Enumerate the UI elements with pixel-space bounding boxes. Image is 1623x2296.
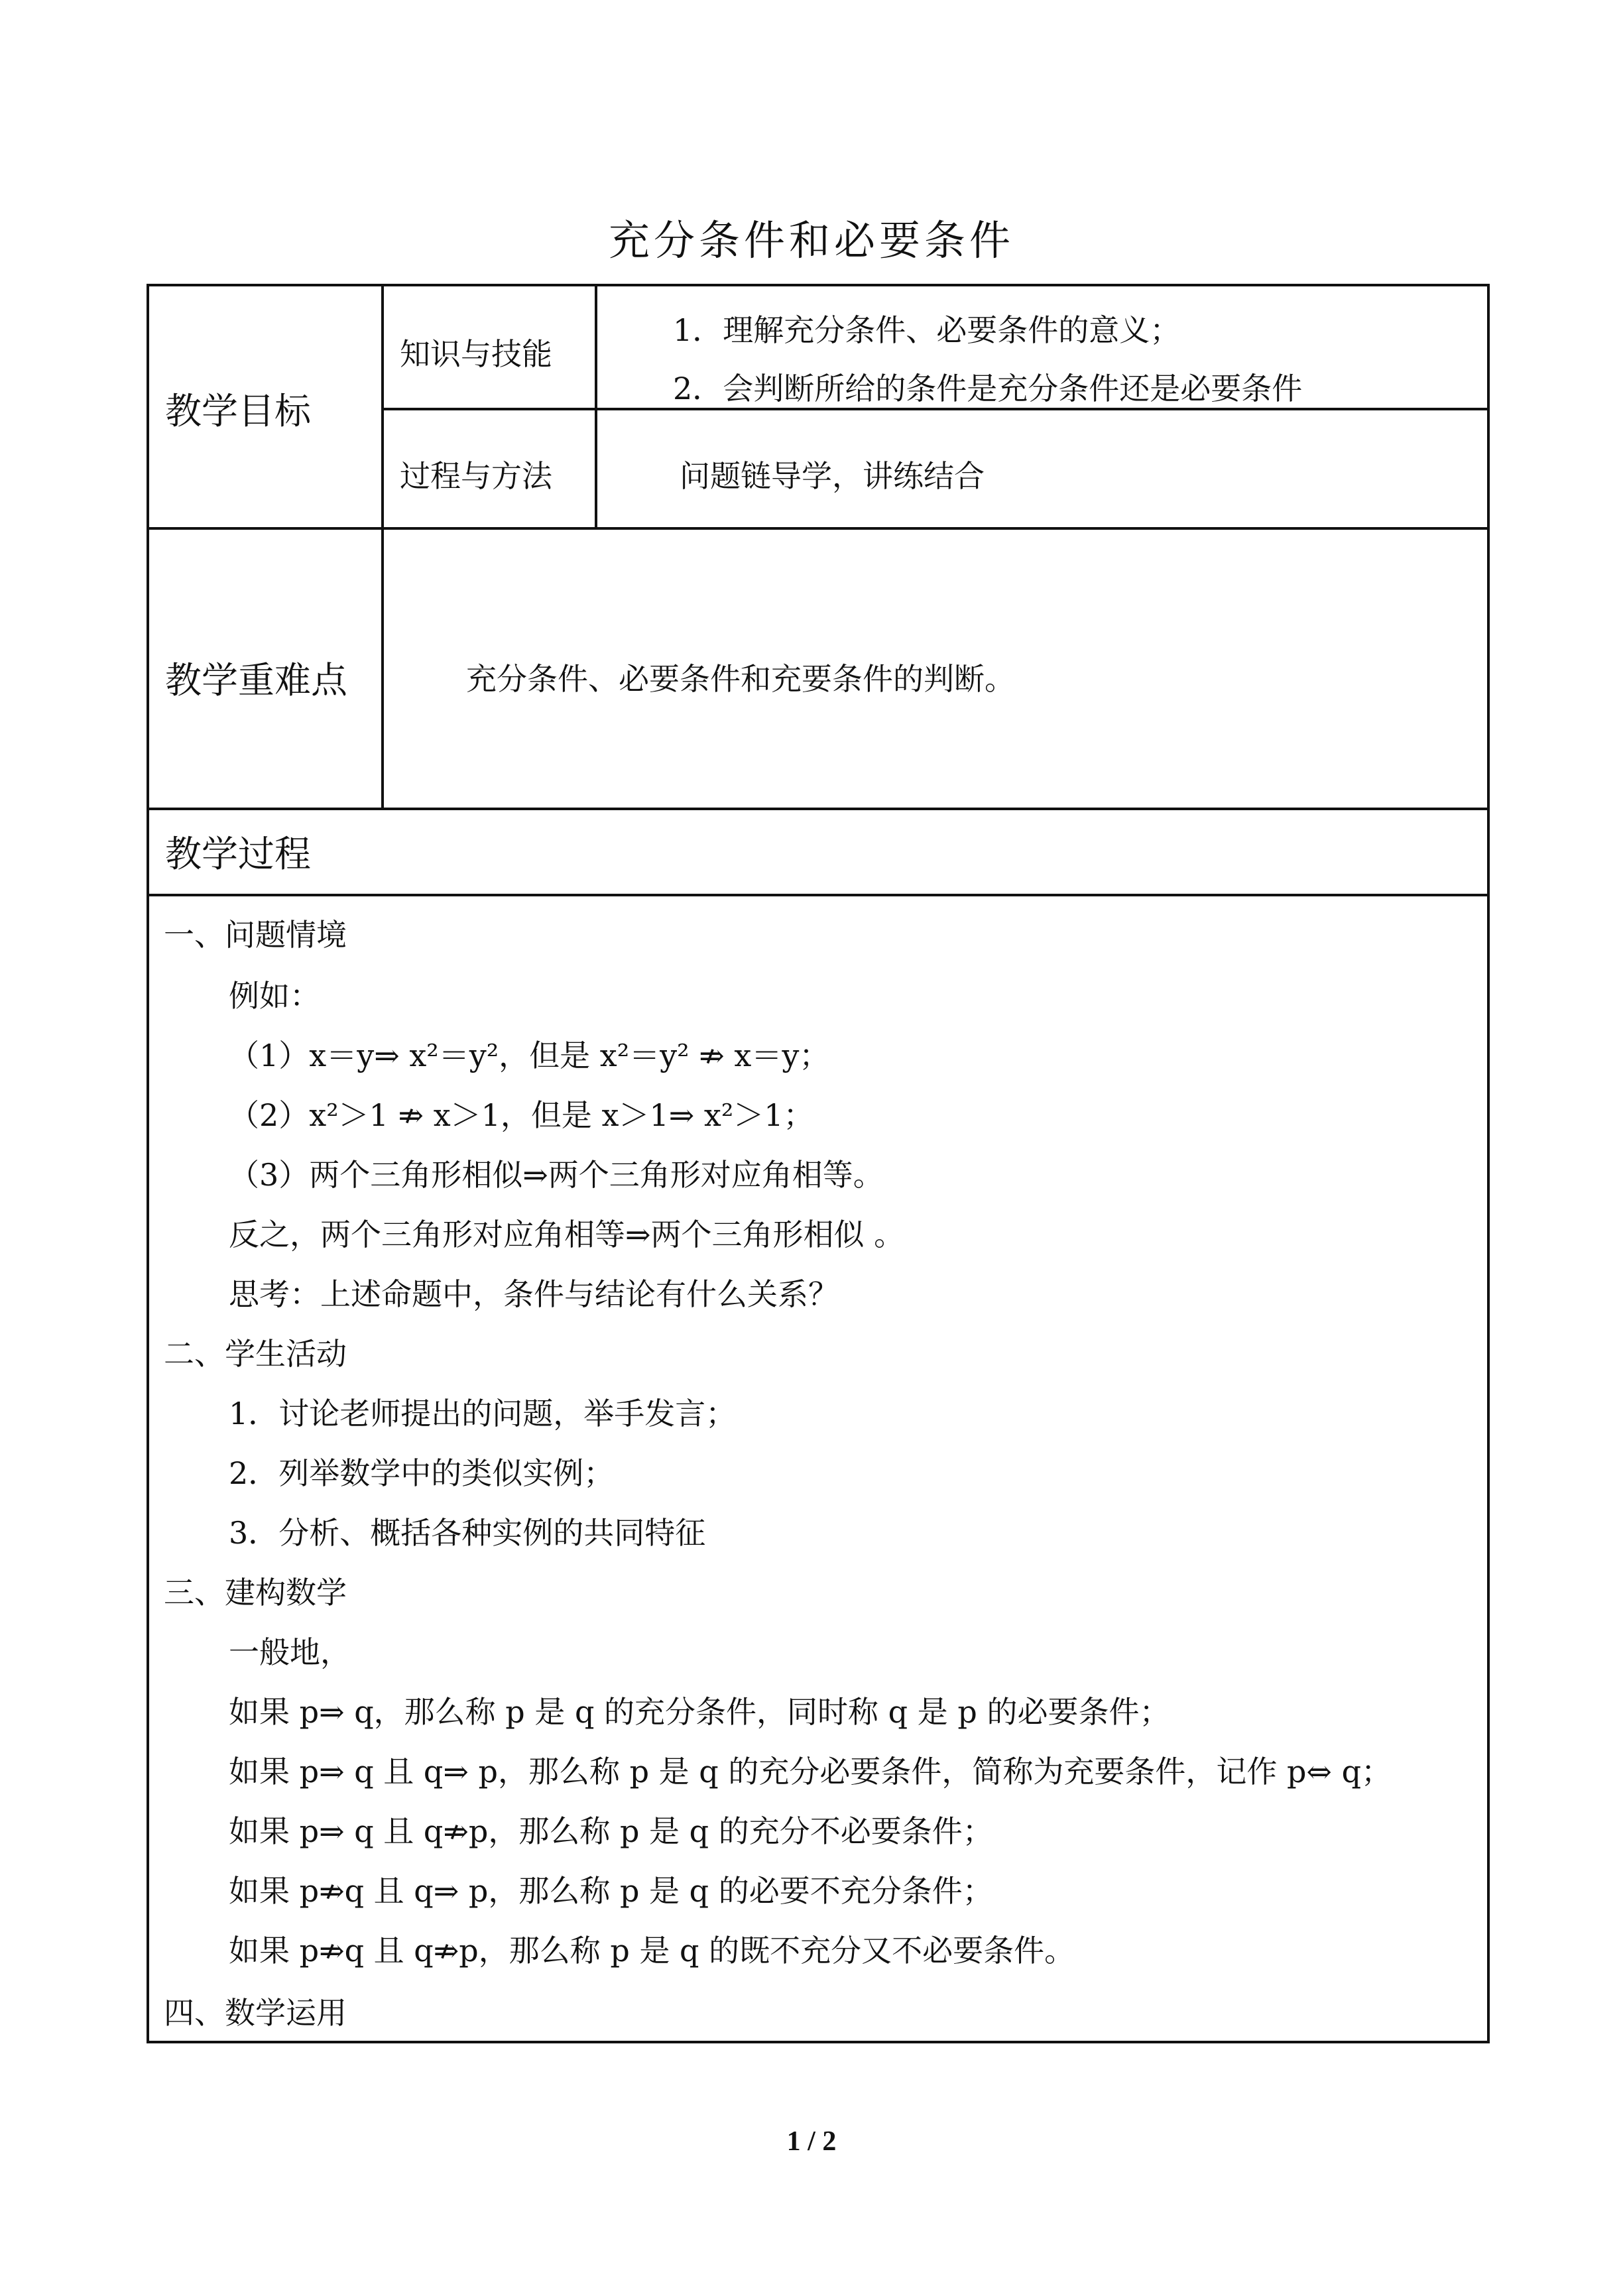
activity-item: 1．讨论老师提出的问题，举手发言； (229, 1396, 737, 1431)
knowledge-label: 知识与技能 (400, 336, 552, 372)
knowledge-item-2: 2．会判断所给的条件是充分条件还是必要条件 (673, 371, 1303, 406)
example-case-3: （3）两个三角形相似⇒两个三角形对应角相等。 (229, 1157, 884, 1193)
section-2-heading: 二、学生活动 (164, 1336, 347, 1372)
keypoints-label: 教学重难点 (165, 659, 348, 701)
example-case-2 (229, 1095, 814, 1135)
activity-item: 3．分析、概括各种实例的共同特征 (229, 1515, 706, 1551)
example-case-1 (229, 1036, 829, 1075)
definition-line: 如果 p⇒ q，那么称 p 是 q 的充分条件，同时称 q 是 p 的必要条件； (229, 1694, 1170, 1730)
think-question: 思考：上述命题中，条件与结论有什么关系？ (229, 1276, 839, 1312)
converse-statement: 反之，两个三角形对应角相等⇒两个三角形相似 。 (229, 1217, 905, 1252)
definition-line: 如果 p⇏q 且 q⇒ p，那么称 p 是 q 的必要不充分条件； (229, 1873, 993, 1909)
table-rule (595, 286, 597, 527)
example-case-2-text: （2）x²＞1 ⇏ x＞1，但是 x＞1⇒ x²＞1； (229, 1097, 814, 1133)
keypoints-text: 充分条件、必要条件和充要条件的判断。 (466, 661, 1015, 697)
section-3-heading: 三、建构数学 (164, 1575, 347, 1610)
procedure-label: 教学过程 (165, 833, 312, 875)
section-4-heading: 四、数学运用 (164, 1995, 347, 2031)
example-intro: 例如： (229, 978, 320, 1014)
table-rule (149, 894, 1490, 896)
objectives-label: 教学目标 (165, 390, 312, 432)
page-number: 1 / 2 (786, 2126, 837, 2157)
general-intro: 一般地， (229, 1634, 351, 1670)
knowledge-item-1: 1．理解充分条件、必要条件的意义； (673, 312, 1181, 348)
table-rule (381, 286, 384, 808)
process-text: 问题链导学，讲练结合 (680, 458, 985, 494)
section-1-heading: 一、问题情境 (164, 917, 347, 953)
activity-item: 2．列举数学中的类似实例； (229, 1455, 615, 1491)
definition-line: 如果 p⇒ q 且 q⇏p，那么称 p 是 q 的充分不必要条件； (229, 1813, 993, 1849)
document-title: 充分条件和必要条件 (608, 216, 1014, 265)
process-label: 过程与方法 (400, 458, 552, 494)
table-rule (149, 527, 1490, 530)
example-case-1-text: （1）x＝y⇒ x²＝y²，但是 x²＝y² ⇏ x＝y； (229, 1038, 830, 1073)
table-rule (149, 808, 1490, 810)
definition-line: 如果 p⇒ q 且 q⇒ p，那么称 p 是 q 的充分必要条件，简称为充要条件，记作 p⇔ q； (229, 1754, 1392, 1789)
definition-line: 如果 p⇏q 且 q⇏p，那么称 p 是 q 的既不充分又不必要条件。 (229, 1933, 1075, 1968)
